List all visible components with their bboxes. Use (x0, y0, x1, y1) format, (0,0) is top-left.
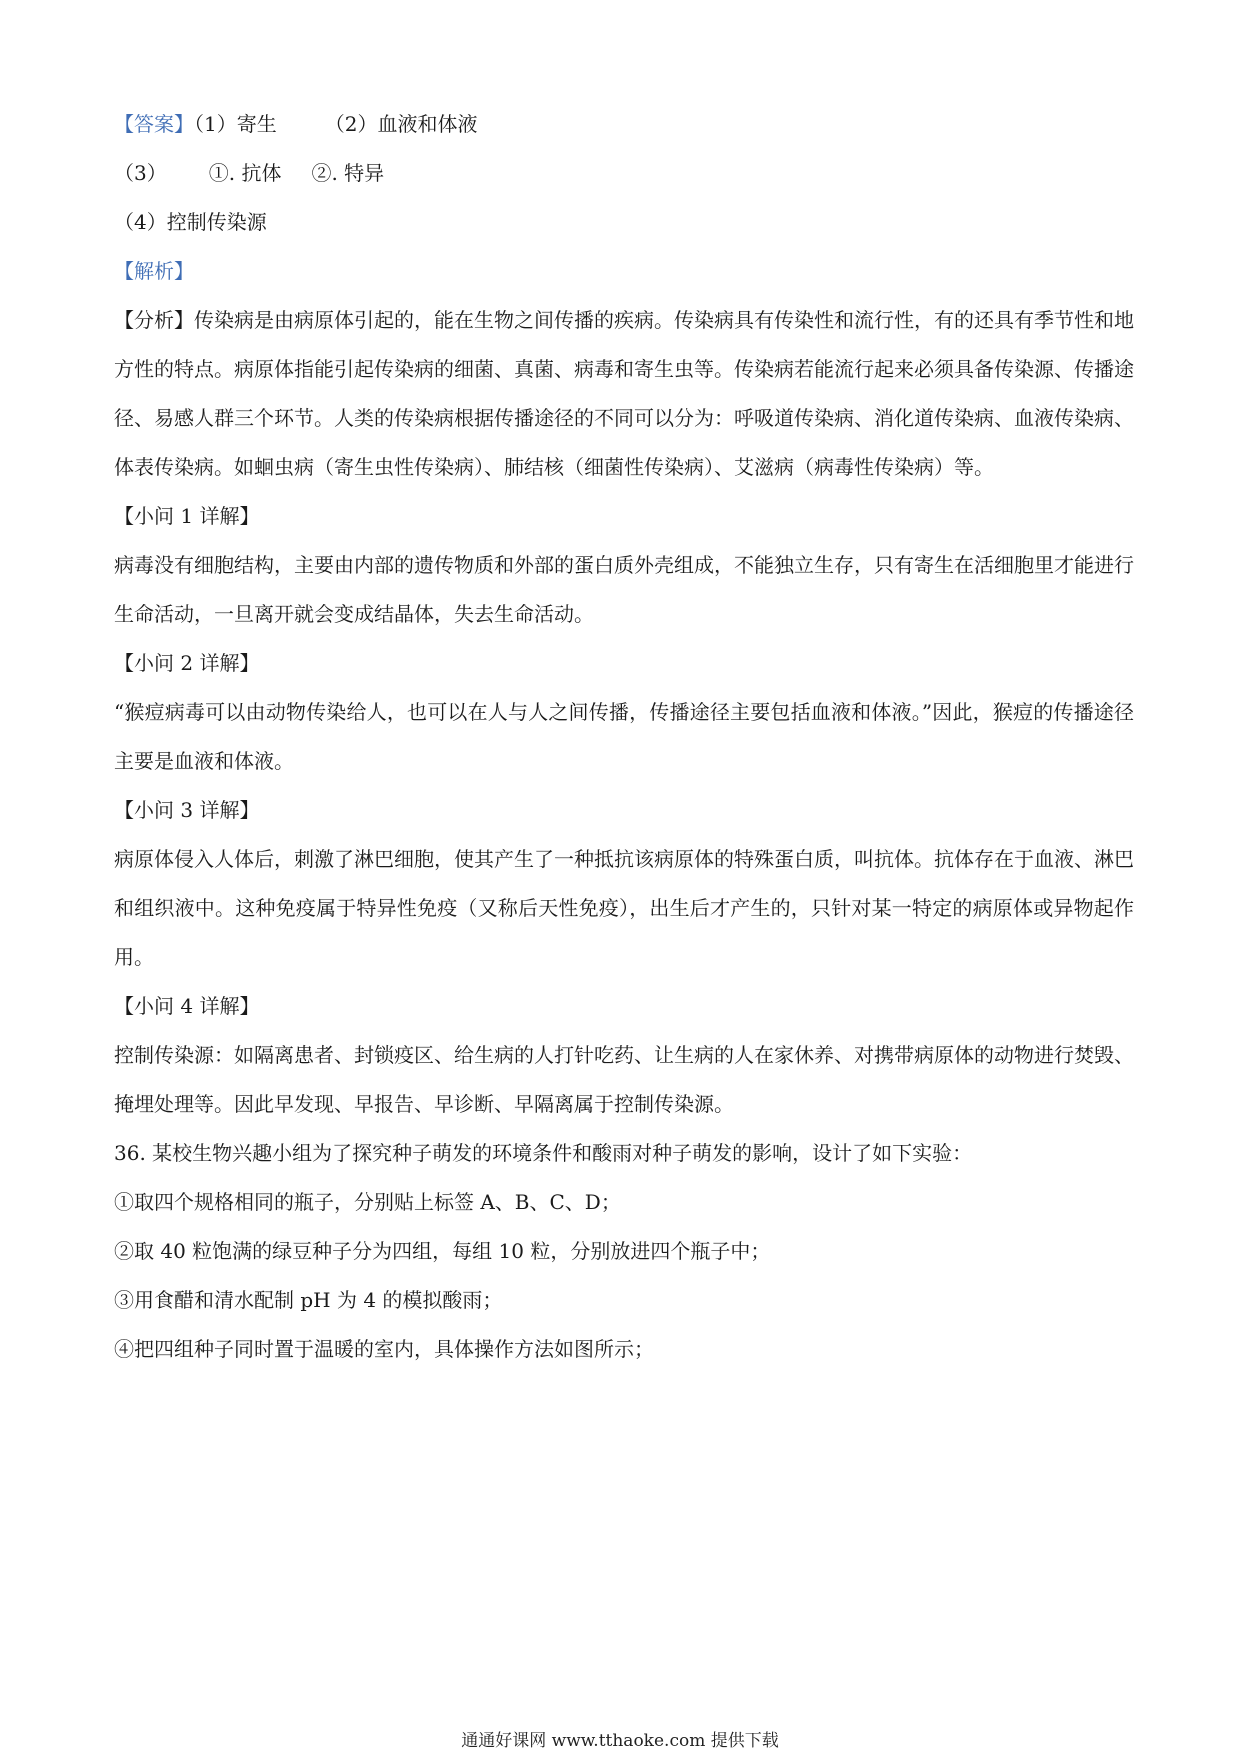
analysis-intro (114, 296, 1134, 492)
answer-q3-b: ②. 特异 (311, 161, 385, 185)
answer-line-3 (114, 149, 1134, 198)
answer-q4: （4）控制传染源 (114, 210, 267, 234)
answer-q3-label: （3） (114, 161, 167, 185)
question-36-step-4: ④把四组种子同时置于温暖的室内，具体操作方法如图所示； (114, 1337, 654, 1361)
analysis-heading (114, 247, 1134, 296)
answer-q2: （2）血液和体液 (324, 112, 478, 136)
sub3-title: 【小问 3 详解】 (114, 798, 260, 822)
question-36-stem: 36. 某校生物兴趣小组为了探究种子萌发的环境条件和酸雨对种子萌发的影响，设计了如下实验： (114, 1141, 973, 1165)
sub2-title: 【小问 2 详解】 (114, 651, 260, 675)
document-content (114, 100, 1134, 1374)
sub1-title: 【小问 1 详解】 (114, 504, 260, 528)
sub1-text: 病毒没有细胞结构，主要由内部的遗传物质和外部的蛋白质外壳组成，不能独立生存，只有寄生在活细胞里才能进行生命活动，一旦离开就会变成结晶体，失去生命活动。 (114, 553, 1134, 626)
analysis-tag: 【解析】 (114, 259, 194, 283)
question-36-step-1: ①取四个规格相同的瓶子，分别贴上标签 A、B、C、D； (114, 1190, 621, 1214)
answer-tag: 【答案】 (114, 112, 194, 136)
answer-q1: （1）寄生 (194, 112, 277, 136)
sub3-text: 病原体侵入人体后，刺激了淋巴细胞，使其产生了一种抵抗该病原体的特殊蛋白质，叫抗体。抗体存在于血液、淋巴和组织液中。这种免疫属于特异性免疫（又称后天性免疫），出生后才产生的，只针对某一特定的病原体或异物起作用。 (114, 847, 1134, 969)
answer-line-4 (114, 198, 1134, 247)
question-36-step-3: ③用食醋和清水配制 pH 为 4 的模拟酸雨； (114, 1288, 503, 1312)
analysis-intro-tag: 【分析】 (114, 308, 194, 332)
answer-q3-a: ①. 抗体 (208, 161, 282, 185)
question-36-step-2: ②取 40 粒饱满的绿豆种子分为四组，每组 10 粒，分别放进四个瓶子中； (114, 1239, 771, 1263)
sub4-title: 【小问 4 详解】 (114, 994, 260, 1018)
sub4-text: 控制传染源：如隔离患者、封锁疫区、给生病的人打针吃药、让生病的人在家休养、对携带病原体的动物进行焚毁、掩埋处理等。因此早发现、早报告、早诊断、早隔离属于控制传染源。 (114, 1043, 1134, 1116)
sub2-text: “猴痘病毒可以由动物传染给人，也可以在人与人之间传播，传播途径主要包括血液和体液。”因此，猴痘的传播途径主要是血液和体液。 (114, 700, 1134, 773)
page-footer: 通通好课网 www.tthaoke.com 提供下载 (461, 1731, 779, 1751)
answer-line-1 (114, 100, 1134, 149)
analysis-intro-text: 传染病是由病原体引起的，能在生物之间传播的疾病。传染病具有传染性和流行性，有的还具有季节性和地方性的特点。病原体指能引起传染病的细菌、真菌、病毒和寄生虫等。传染病若能流行起来必须具备传染源、传播途径、易感人群三个环节。人类的传染病根据传播途径的不同可以分为：呼吸道传染病、消化道传染病、血液传染病、体表传染病。如蛔虫病（寄生虫性传染病）、肺结核（细菌性传染病）、艾滋病（病毒性传染病）等。 (114, 308, 1134, 479)
